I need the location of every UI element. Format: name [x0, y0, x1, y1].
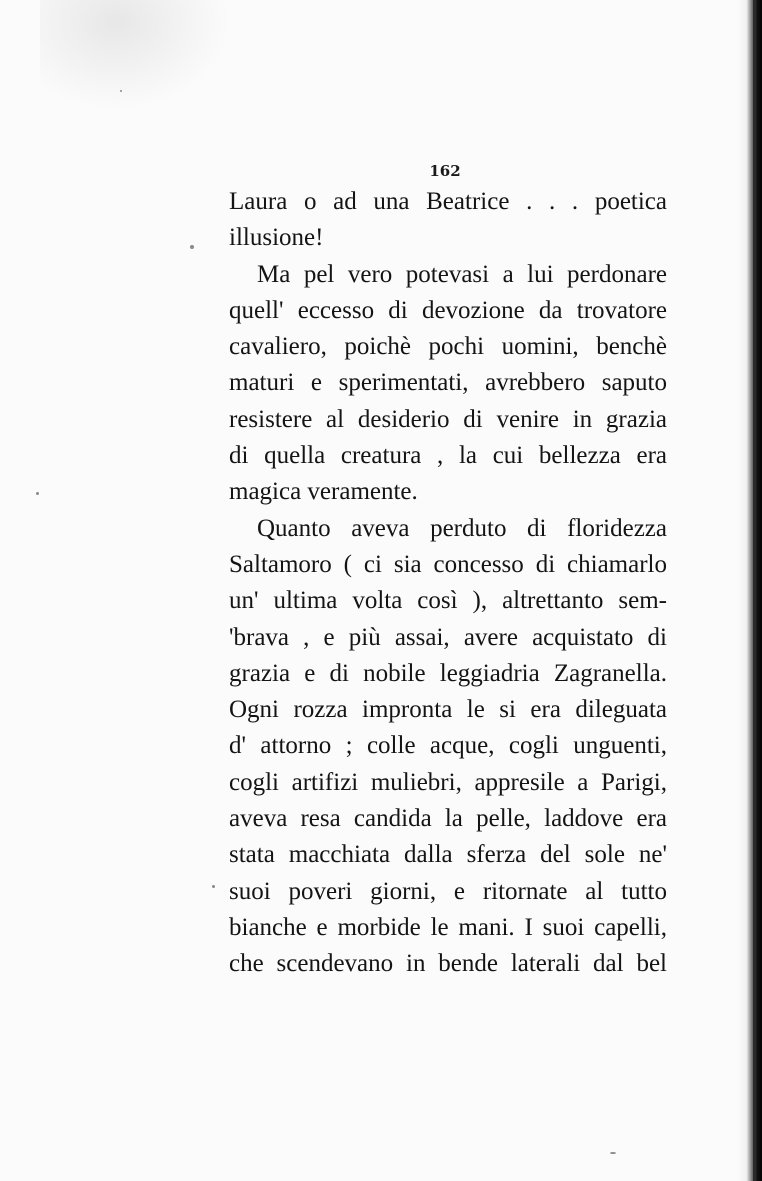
- text-line: cogli artifizi muliebri, appresile a Parigi,: [229, 768, 667, 796]
- paper-speckle: [212, 885, 215, 888]
- page-number: 162: [429, 162, 461, 180]
- text-line: un' ultima volta così ), altrettanto sem-: [229, 587, 667, 615]
- text-line: 'brava , e più assai, avere acquistato di: [229, 623, 667, 651]
- text-line: quell' eccesso di devozione da trovatore: [229, 296, 667, 324]
- text-line: magica veramente.: [229, 478, 418, 506]
- text-line: Saltamoro ( ci sia concesso di chiamarlo: [229, 550, 667, 578]
- text-line: stata macchiata dalla sferza del sole ne': [229, 841, 667, 869]
- text-line: illusione!: [229, 224, 324, 252]
- text-line: bianche e morbide le mani. I suoi capelli,: [229, 913, 667, 941]
- text-line: che scendevano in bende laterali dal bel: [229, 950, 667, 978]
- text-line: suoi poveri giorni, e ritornate al tutto: [229, 877, 667, 905]
- text-line: Quanto aveva perduto di floridezza: [257, 514, 667, 542]
- text-line: resistere al desiderio di venire in grazia: [229, 405, 667, 433]
- text-line: grazia e di nobile leggiadria Zagranella.: [229, 659, 667, 687]
- text-line: Ma pel vero potevasi a lui perdonare: [257, 260, 667, 288]
- page-edge-line: [753, 0, 756, 1181]
- paper-smudge: [40, 0, 230, 110]
- paper-speckle: [610, 1152, 616, 1154]
- text-line: cavaliero, poichè pochi uomini, benchè: [229, 333, 667, 361]
- text-line: di quella creatura , la cui bellezza era: [229, 442, 667, 470]
- text-line: d' attorno ; colle acque, cogli unguenti,: [229, 732, 667, 760]
- body-text: [229, 184, 667, 983]
- text-line: aveva resa candida la pelle, laddove era: [229, 805, 667, 833]
- paper-speckle: [36, 492, 39, 495]
- text-line: Laura o ad una Beatrice . . . poetica: [229, 188, 667, 215]
- page-edge-shadow: [738, 0, 762, 1181]
- text-line: Ogni rozza impronta le si era dileguata: [229, 696, 667, 724]
- paper-speckle: [190, 245, 194, 249]
- text-line: maturi e sperimentati, avrebbero saputo: [229, 369, 667, 397]
- paper-speckle: [120, 90, 122, 92]
